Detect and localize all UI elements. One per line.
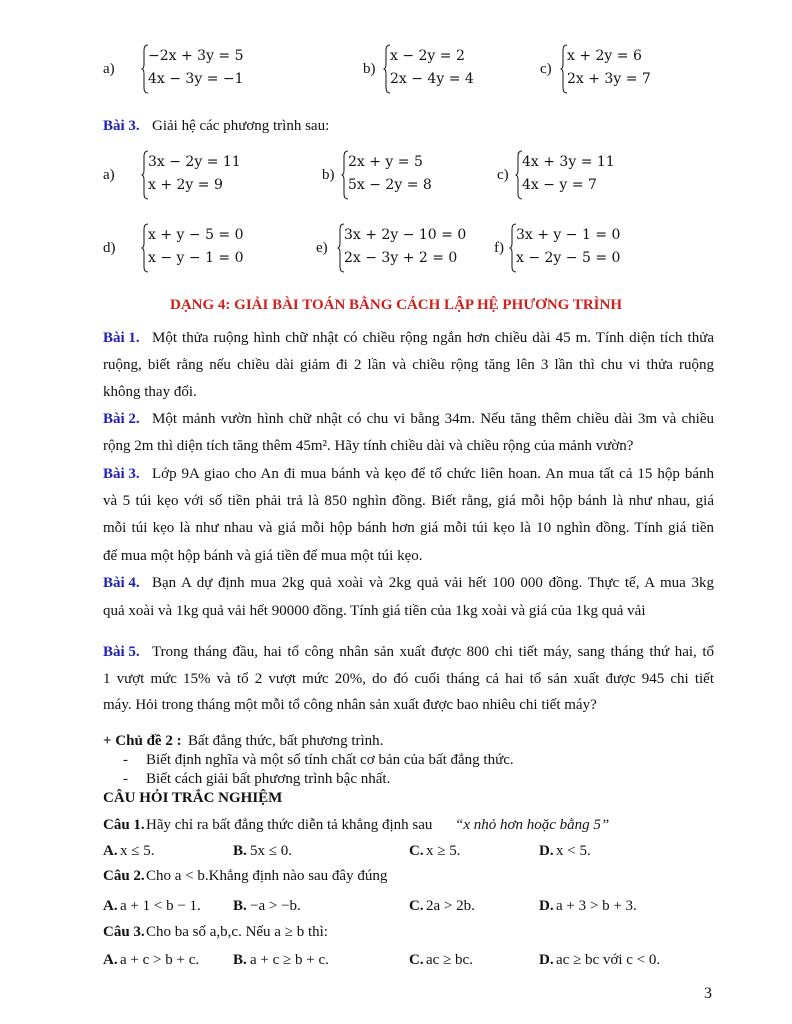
problem-text: Một thửa ruộng hình chữ nhật có chiều rộng ngắn hơn chiều dài 45 m. Tính diện tích thửa bbox=[152, 330, 714, 346]
option-text[interactable]: a + c > b + c. bbox=[120, 952, 200, 968]
section-4-title: DẠNG 4: GIẢI BÀI TOÁN BẰNG CÁCH LẬP HỆ PHƯƠNG TRÌNH bbox=[170, 297, 622, 313]
option-key[interactable]: B. bbox=[233, 952, 247, 968]
option-key[interactable]: D. bbox=[539, 898, 554, 914]
problem-text: quả xoài và 1kg quả vải hết 90000 đồng. Tính giá tiền của 1kg xoài và giá của 1kg quả vải bbox=[103, 603, 646, 619]
bullet-text: Biết định nghĩa và một số tính chất cơ bản của bất đẳng thức. bbox=[146, 752, 514, 768]
question-text: Cho a < b.Khẳng định nào sau đây đúng bbox=[146, 868, 388, 884]
equation-2: 4x − 3y = −1 bbox=[148, 71, 244, 87]
topic-2-text: Bất đẳng thức, bất phương trình. bbox=[188, 733, 384, 749]
problem-text: và 5 túi kẹo với số tiền phải trả là 850 nghìn đồng. Biết rằng, giá mỗi hộp bánh là như nhau, giá bbox=[103, 493, 714, 509]
problem-text: 1 vượt mức 15% và tổ 2 vượt mức 20%, do đó cuối tháng cả hai tổ sản xuất được 945 chi tiết bbox=[103, 671, 714, 687]
problem-label: Bài 1. bbox=[103, 330, 140, 346]
option-text[interactable]: 2a > 2b. bbox=[426, 898, 475, 914]
bullet-dash-icon: - bbox=[123, 752, 128, 768]
exercise-3-prompt: Giải hệ các phương trình sau: bbox=[152, 118, 330, 134]
option-key[interactable]: B. bbox=[233, 898, 247, 914]
equation-2: x + 2y = 9 bbox=[148, 177, 223, 193]
option-key[interactable]: A. bbox=[103, 952, 118, 968]
system-label: f) bbox=[494, 240, 504, 256]
system-label: a) bbox=[103, 167, 115, 183]
option-key[interactable]: A. bbox=[103, 843, 118, 859]
problem-text: Lớp 9A giao cho An đi mua bánh và kẹo để tổ chức liên hoan. An mua tất cả 15 hộp bánh bbox=[152, 466, 714, 482]
option-text[interactable]: 5x ≤ 0. bbox=[250, 843, 292, 859]
equation-1: 3x − 2y = 11 bbox=[148, 154, 241, 170]
option-text[interactable]: ac ≥ bc. bbox=[426, 952, 473, 968]
question-label: Câu 3. bbox=[103, 924, 145, 940]
option-text[interactable]: a + 3 > b + 3. bbox=[556, 898, 637, 914]
system-label: c) bbox=[497, 167, 509, 183]
system-label: b) bbox=[363, 61, 376, 77]
option-text[interactable]: a + 1 < b − 1. bbox=[120, 898, 201, 914]
option-key[interactable]: C. bbox=[409, 898, 424, 914]
equation-2: 2x − 4y = 4 bbox=[390, 71, 474, 87]
equation-1: 4x + 3y = 11 bbox=[522, 154, 615, 170]
problem-text: máy. Hỏi trong tháng một mỗi tổ công nhân sản xuất được bao nhiêu chi tiết máy? bbox=[103, 697, 597, 713]
equation-1: x + y − 5 = 0 bbox=[148, 227, 244, 243]
question-text: Cho ba số a,b,c. Nếu a ≥ b thì: bbox=[146, 924, 328, 940]
system-label: e) bbox=[316, 240, 328, 256]
question-text: Hãy chỉ ra bất đẳng thức diễn tả khẳng định sau bbox=[146, 817, 433, 833]
equation-2: x − y − 1 = 0 bbox=[148, 250, 244, 266]
option-text[interactable]: ac ≥ bc với c < 0. bbox=[556, 952, 661, 968]
option-key[interactable]: B. bbox=[233, 843, 247, 859]
option-text[interactable]: a + c ≥ b + c. bbox=[250, 952, 329, 968]
equation-2: x − 2y − 5 = 0 bbox=[516, 250, 621, 266]
system-label: d) bbox=[103, 240, 116, 256]
problem-text: Trong tháng đầu, hai tổ công nhân sản xuất được 800 chi tiết máy, sang tháng thứ hai, tổ bbox=[152, 644, 714, 660]
option-key[interactable]: A. bbox=[103, 898, 118, 914]
problem-text: không thay đổi. bbox=[103, 384, 197, 400]
option-key[interactable]: D. bbox=[539, 843, 554, 859]
equation-1: x − 2y = 2 bbox=[390, 48, 465, 64]
option-text[interactable]: x < 5. bbox=[556, 843, 591, 859]
system-label: b) bbox=[322, 167, 335, 183]
quiz-title: CÂU HỎI TRẮC NGHIỆM bbox=[103, 790, 283, 806]
equation-1: 3x + y − 1 = 0 bbox=[516, 227, 621, 243]
equation-2: 2x − 3y + 2 = 0 bbox=[344, 250, 458, 266]
bullet-dash-icon: - bbox=[123, 771, 128, 787]
problem-label: Bài 2. bbox=[103, 411, 140, 427]
system-label: c) bbox=[540, 61, 552, 77]
option-text[interactable]: x ≤ 5. bbox=[120, 843, 155, 859]
problem-text: Một mảnh vườn hình chữ nhật có chu vi bằng 34m. Nếu tăng thêm chiều dài 3m và chiều bbox=[152, 411, 714, 427]
equation-1: −2x + 3y = 5 bbox=[148, 48, 244, 64]
exercise-3-label: Bài 3. bbox=[103, 118, 140, 134]
question-label: Câu 2. bbox=[103, 868, 145, 884]
bullet-text: Biết cách giải bất phương trình bậc nhất. bbox=[146, 771, 391, 787]
equation-2: 5x − 2y = 8 bbox=[348, 177, 432, 193]
problem-text: ruộng, biết rằng nếu chiều dài giảm đi 2 lần và chiều rộng tăng lên 3 lần thì chu vi thửa ruộng bbox=[103, 357, 714, 373]
problem-label: Bài 5. bbox=[103, 644, 140, 660]
option-text[interactable]: −a > −b. bbox=[250, 898, 301, 914]
topic-2-label: + Chủ đề 2 : bbox=[103, 733, 182, 749]
problem-text: rộng 2m thì diện tích tăng thêm 45m². Hãy tính chiều dài và chiều rộng của mảnh vườn? bbox=[103, 438, 634, 454]
problem-label: Bài 4. bbox=[103, 575, 140, 591]
equation-2: 4x − y = 7 bbox=[522, 177, 597, 193]
problem-text: để mua một hộp bánh và giá tiền để mua một túi kẹo. bbox=[103, 548, 423, 564]
page-number: 3 bbox=[704, 985, 712, 1002]
option-key[interactable]: C. bbox=[409, 843, 424, 859]
equation-2: 2x + 3y = 7 bbox=[567, 71, 651, 87]
option-key[interactable]: C. bbox=[409, 952, 424, 968]
option-key[interactable]: D. bbox=[539, 952, 554, 968]
option-text[interactable]: x ≥ 5. bbox=[426, 843, 461, 859]
system-label: a) bbox=[103, 61, 115, 77]
problem-text: Bạn A dự định mua 2kg quả xoài và 2kg quả vải hết 100 000 đồng. Thực tế, A mua 3kg bbox=[152, 575, 714, 591]
question-quote: “x nhỏ hơn hoặc bằng 5” bbox=[455, 817, 610, 833]
equation-1: x + 2y = 6 bbox=[567, 48, 642, 64]
equation-1: 3x + 2y − 10 = 0 bbox=[344, 227, 467, 243]
question-label: Câu 1. bbox=[103, 817, 145, 833]
problem-label: Bài 3. bbox=[103, 466, 140, 482]
problem-text: mỗi túi kẹo là như nhau và giá mỗi hộp bánh hơn giá mỗi túi kẹo là 10 nghìn đồng. Tính giá tiền bbox=[103, 520, 714, 536]
equation-1: 2x + y = 5 bbox=[348, 154, 423, 170]
